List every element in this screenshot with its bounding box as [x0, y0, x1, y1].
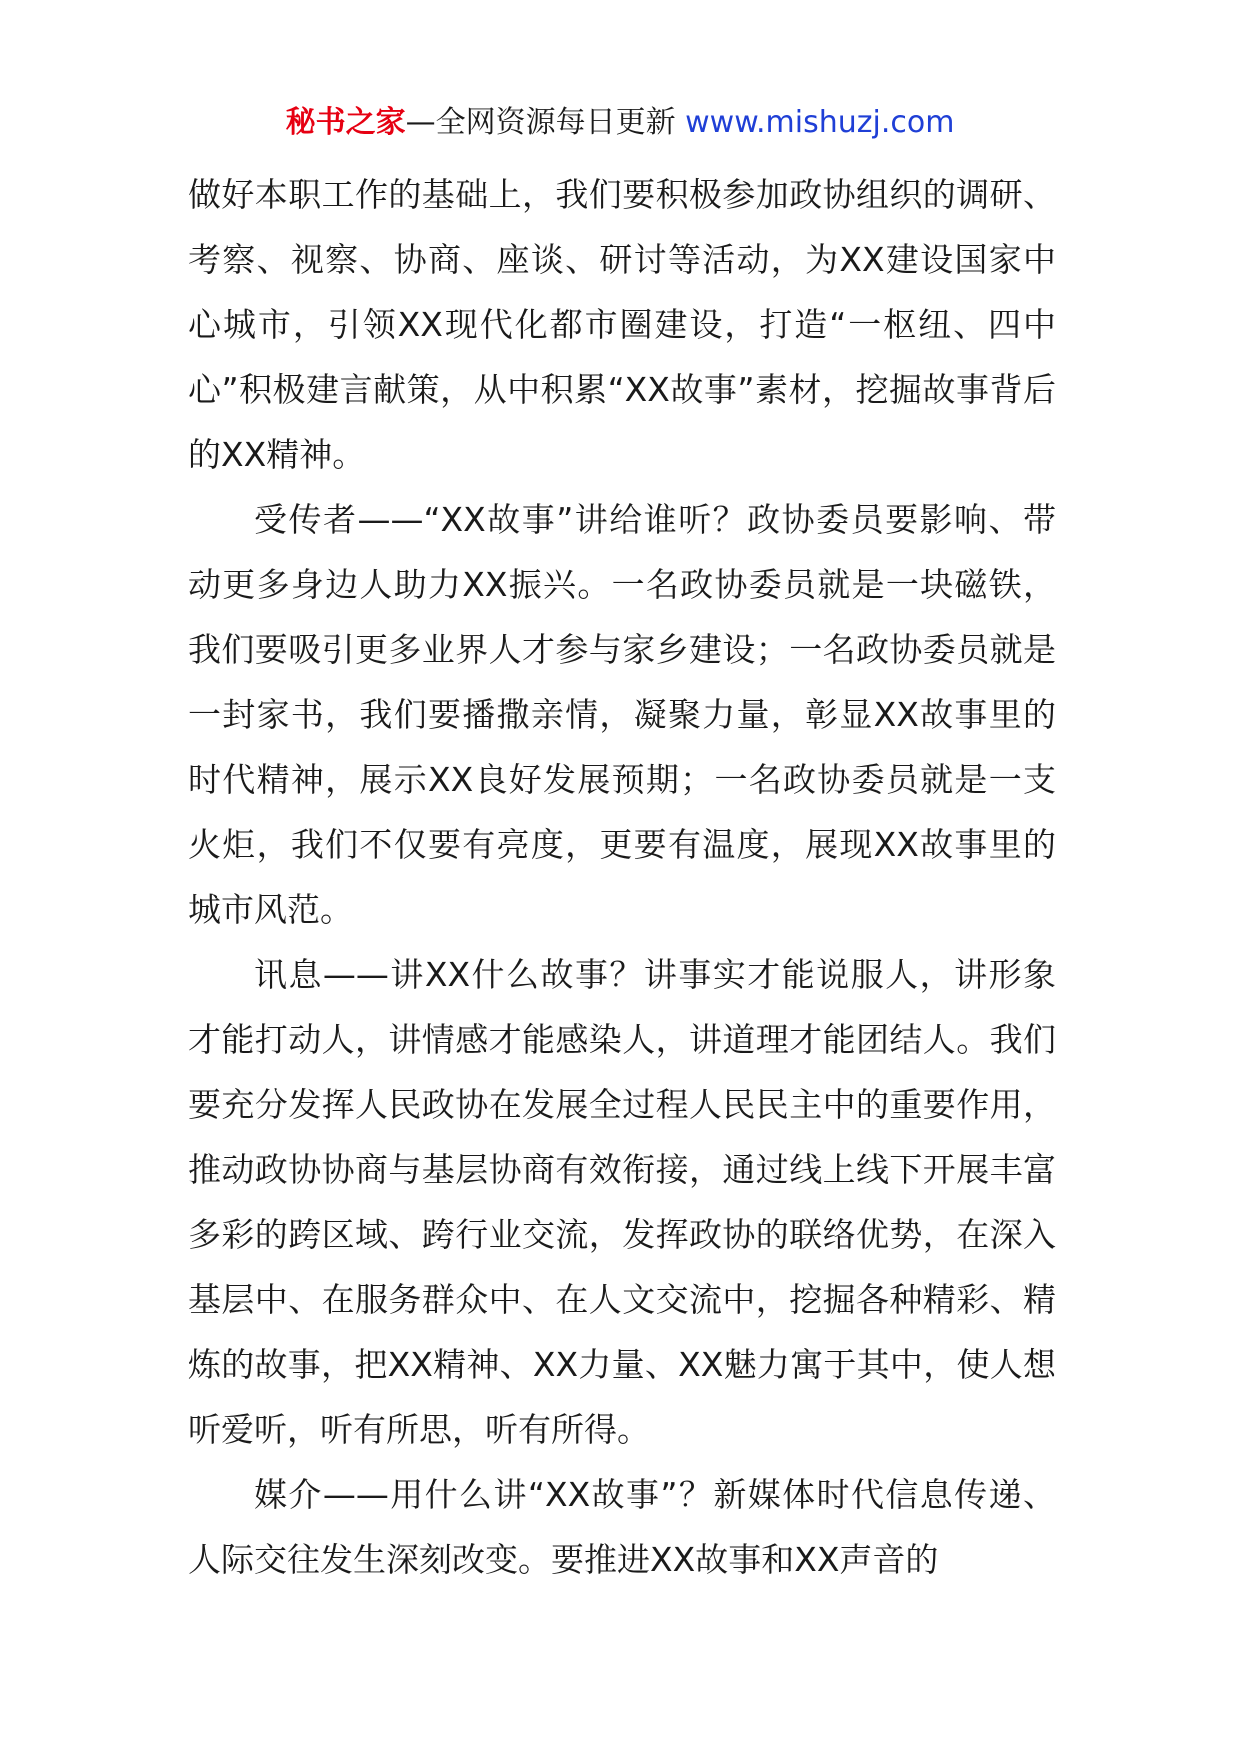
paragraph-continuation: 做好本职工作的基础上，我们要积极参加政协组织的调研、考察、视察、协商、座谈、研讨等活动，为XX建设国家中心城市，引领XX现代化都市圈建设，打造“一枢纽、四中心”积极建言献策，从中积累“XX故事”素材，挖掘故事背后的XX精神。	[188, 175, 1056, 474]
paragraph-medium: 媒介——用什么讲“XX故事”？新媒体时代信息传递、人际交往发生深刻改变。要推进XX故事和XX声音的	[188, 1475, 1056, 1579]
site-url-link[interactable]: www.mishuzj.com	[685, 105, 955, 140]
header-tagline: —全网资源每日更新	[405, 105, 686, 140]
paragraph-recipient: 受传者——“XX故事”讲给谁听？政协委员要影响、带动更多身边人助力XX振兴。一名政协委员就是一块磁铁，我们要吸引更多业界人才参与家乡建设；一名政协委员就是一封家书，我们要播撒亲情，凝聚力量，彰显XX故事里的时代精神，展示XX良好发展预期；一名政协委员就是一支火炬，我们不仅要有亮度，更要有温度，展现XX故事里的城市风范。	[188, 500, 1056, 929]
brand-name: 秘书之家	[285, 105, 406, 140]
paragraph-message: 讯息——讲XX什么故事？讲事实才能说服人，讲形象才能打动人，讲情感才能感染人，讲道理才能团结人。我们要充分发挥人民政协在发展全过程人民民主中的重要作用，推动政协协商与基层协商有效衔接，通过线上线下开展丰富多彩的跨区域、跨行业交流，发挥政协的联络优势，在深入基层中、在服务群众中、在人文交流中，挖掘各种精彩、精炼的故事，把XX精神、XX力量、XX魅力寓于其中，使人想听爱听，听有所思，听有所得。	[188, 955, 1056, 1449]
site-header	[0, 101, 1240, 145]
document-body	[188, 162, 1056, 1592]
